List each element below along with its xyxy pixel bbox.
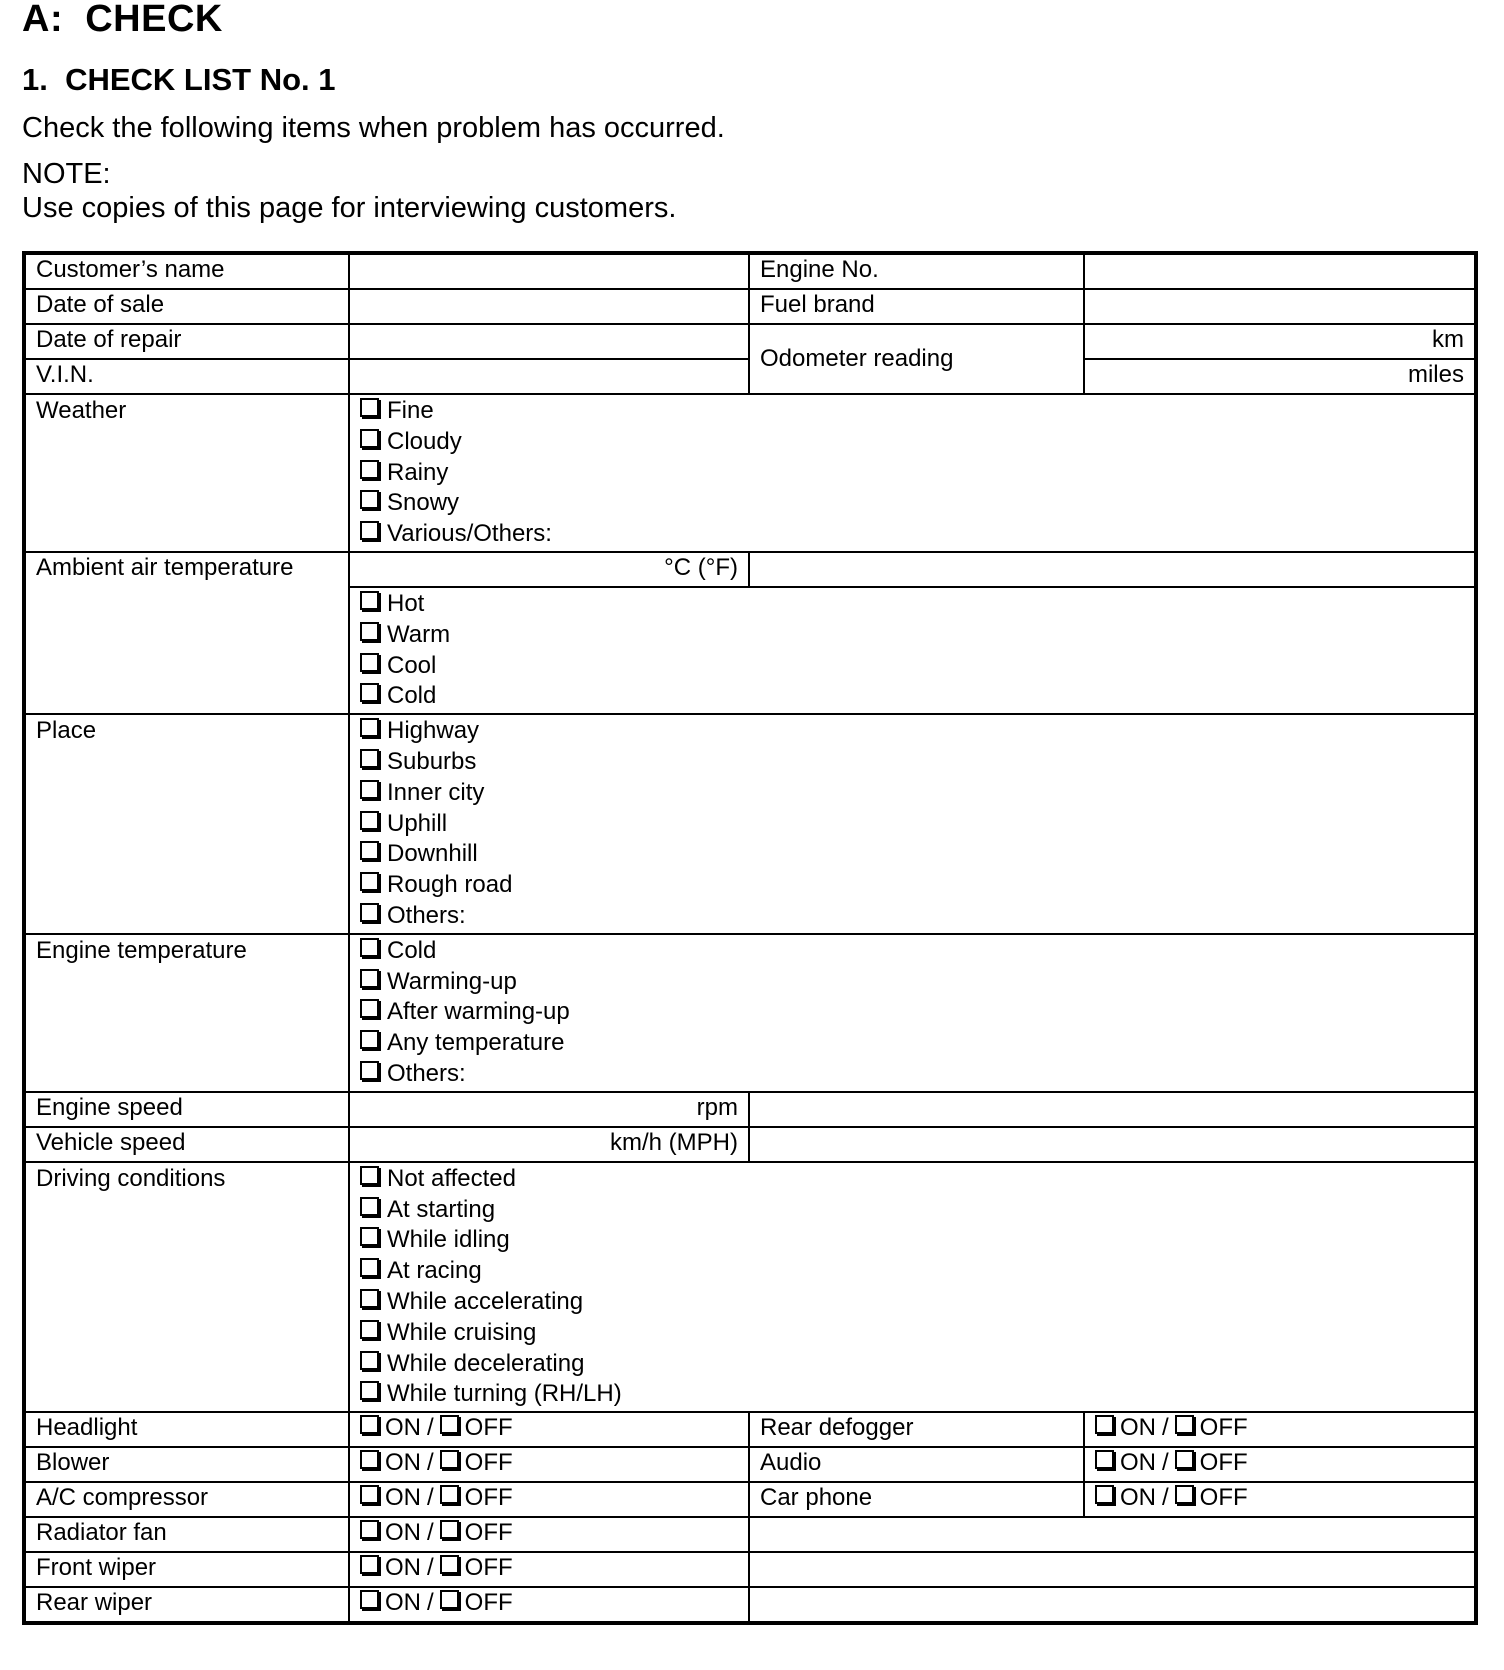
checkbox-option [360, 747, 1464, 778]
checkbox-option [360, 1318, 1464, 1349]
note-label: NOTE: [22, 158, 111, 190]
checkbox-icon[interactable] [360, 521, 379, 540]
checkbox-option [360, 1349, 1464, 1380]
table-row [24, 1517, 1476, 1552]
on-checkbox-icon[interactable] [360, 1520, 379, 1539]
weather-label: Weather [24, 394, 349, 552]
engine-speed-label: Engine speed [24, 1092, 349, 1127]
fuel-brand-label: Fuel brand [749, 289, 1084, 324]
miles-unit: miles [1407, 361, 1464, 388]
celsius-unit: °C (°F) [664, 553, 738, 581]
checkbox-label: Rainy [387, 458, 449, 486]
rear-defogger-label: Rear defogger [749, 1412, 1084, 1447]
table-row [24, 1412, 1476, 1447]
on-checkbox-icon[interactable] [360, 1450, 379, 1469]
checkbox-label: Cool [387, 651, 437, 679]
checkbox-option [360, 681, 1464, 712]
blank-cell [749, 1517, 1476, 1552]
checkbox-label: While decelerating [387, 1349, 585, 1377]
checkbox-option [360, 1195, 1464, 1226]
checkbox-option [360, 458, 1464, 489]
checkbox-label: Cloudy [387, 427, 462, 455]
on-label: ON [385, 1519, 421, 1547]
checkbox-label: Others: [387, 901, 466, 929]
off-checkbox-icon[interactable] [440, 1415, 459, 1434]
ambient-temp-blank [749, 552, 1476, 587]
checkbox-option [360, 839, 1464, 870]
checkbox-label: Highway [387, 717, 480, 745]
off-label: OFF [464, 1449, 513, 1477]
table-row [24, 1552, 1476, 1587]
off-checkbox-icon[interactable] [440, 1485, 459, 1504]
fuel-brand-field[interactable] [1084, 289, 1476, 324]
checkbox-label: Not affected [387, 1164, 516, 1192]
checkbox-label: Snowy [387, 489, 460, 517]
checkbox-icon[interactable] [360, 780, 379, 799]
note-text: Use copies of this page for interviewing customers. [22, 192, 677, 224]
table-row [24, 394, 1476, 552]
checkbox-label: Rough road [387, 871, 513, 899]
engine-speed-field[interactable] [349, 1092, 749, 1127]
checkbox-option [360, 967, 1464, 998]
checkbox-label: While accelerating [387, 1287, 584, 1315]
checkbox-icon[interactable] [360, 1166, 379, 1185]
checkbox-icon[interactable] [360, 1351, 379, 1370]
off-checkbox-icon[interactable] [440, 1520, 459, 1539]
checkbox-option [360, 936, 1464, 967]
date-of-repair-label: Date of repair [24, 324, 349, 359]
front-wiper-switch [349, 1552, 749, 1587]
on-label: ON [385, 1449, 421, 1477]
checkbox-option [360, 1225, 1464, 1256]
car-phone-switch [1084, 1482, 1476, 1517]
table-row [24, 714, 1476, 934]
checkbox-label: While idling [387, 1226, 510, 1254]
checkbox-option [360, 488, 1464, 519]
checkbox-option [360, 1028, 1464, 1059]
checkbox-option [360, 1256, 1464, 1287]
km-unit: km [1432, 326, 1464, 353]
off-checkbox-icon[interactable] [1175, 1415, 1194, 1434]
checkbox-label: While cruising [387, 1318, 537, 1346]
checkbox-option [360, 809, 1464, 840]
date-of-sale-field[interactable] [349, 289, 749, 324]
vin-field[interactable] [349, 359, 749, 394]
checkbox-icon[interactable] [360, 903, 379, 922]
engine-temp-label: Engine temperature [24, 934, 349, 1092]
checkbox-label: Hot [387, 589, 425, 617]
check-list-table [22, 251, 1478, 1625]
ambient-temp-label: Ambient air temperature [24, 552, 349, 714]
rear-wiper-switch [349, 1587, 749, 1623]
table-row [24, 1162, 1476, 1412]
checkbox-icon[interactable] [360, 683, 379, 702]
checkbox-option [360, 716, 1464, 747]
table-row [24, 1482, 1476, 1517]
on-label: ON [385, 1414, 421, 1442]
checkbox-label: After warming-up [387, 998, 570, 1026]
table-row [24, 1447, 1476, 1482]
checkbox-icon[interactable] [360, 1061, 379, 1080]
engine-speed-blank [749, 1092, 1476, 1127]
checkbox-icon[interactable] [360, 1381, 379, 1400]
checkbox-label: Uphill [387, 809, 448, 837]
engine-no-field[interactable] [1084, 253, 1476, 289]
checkbox-icon[interactable] [360, 969, 379, 988]
date-of-sale-label: Date of sale [24, 289, 349, 324]
rear-defogger-switch [1084, 1412, 1476, 1447]
checkbox-icon[interactable] [360, 1289, 379, 1308]
checkbox-icon[interactable] [360, 398, 379, 417]
checkbox-icon[interactable] [360, 1197, 379, 1216]
off-label: OFF [1199, 1414, 1248, 1442]
radiator-fan-label: Radiator fan [24, 1517, 349, 1552]
checkbox-option [360, 651, 1464, 682]
checkbox-label: At racing [387, 1257, 482, 1285]
checkbox-label: Various/Others: [387, 520, 552, 548]
checkbox-label: Any temperature [387, 1029, 565, 1057]
checkbox-option [360, 1164, 1464, 1195]
audio-label: Audio [749, 1447, 1084, 1482]
checkbox-option [360, 901, 1464, 932]
checkbox-icon[interactable] [360, 811, 379, 830]
on-label: ON [385, 1554, 421, 1582]
table-row [24, 552, 1476, 587]
on-checkbox-icon[interactable] [1095, 1485, 1114, 1504]
off-label: OFF [464, 1554, 513, 1582]
customer-name-label: Customer’s name [24, 253, 349, 289]
off-checkbox-icon[interactable] [1175, 1450, 1194, 1469]
checkbox-option [360, 1379, 1464, 1410]
separator: / [427, 1554, 434, 1582]
blank-cell [749, 1552, 1476, 1587]
vehicle-speed-label: Vehicle speed [24, 1127, 349, 1162]
table-row [24, 289, 1476, 324]
checkbox-option [360, 519, 1464, 550]
engine-temp-options [349, 934, 1476, 1092]
subsection-title: 1. CHECK LIST No. 1 [22, 62, 336, 97]
on-checkbox-icon[interactable] [360, 1415, 379, 1434]
checkbox-option [360, 870, 1464, 901]
on-checkbox-icon[interactable] [360, 1555, 379, 1574]
checkbox-option [360, 778, 1464, 809]
checkbox-option [360, 1059, 1464, 1090]
checkbox-option [360, 997, 1464, 1028]
place-label: Place [24, 714, 349, 934]
ac-compressor-label: A/C compressor [24, 1482, 349, 1517]
checkbox-option [360, 589, 1464, 620]
checkbox-label: Fine [387, 397, 434, 424]
checkbox-icon[interactable] [360, 749, 379, 768]
radiator-fan-switch [349, 1517, 749, 1552]
ac-compressor-switch [349, 1482, 749, 1517]
headlight-label: Headlight [24, 1412, 349, 1447]
checkbox-label: Others: [387, 1059, 466, 1087]
off-label: OFF [464, 1519, 513, 1547]
separator: / [427, 1414, 434, 1442]
checkbox-option [360, 396, 1464, 427]
off-checkbox-icon[interactable] [1175, 1485, 1194, 1504]
checkbox-option [360, 620, 1464, 651]
on-label: ON [1120, 1449, 1156, 1477]
checkbox-option [360, 427, 1464, 458]
checkbox-icon[interactable] [360, 460, 379, 479]
vin-label: V.I.N. [24, 359, 349, 394]
date-of-repair-field[interactable] [349, 324, 749, 359]
off-label: OFF [464, 1589, 513, 1617]
blank-cell [749, 1587, 1476, 1623]
separator: / [427, 1484, 434, 1512]
vehicle-speed-blank [749, 1127, 1476, 1162]
driving-conditions-label: Driving conditions [24, 1162, 349, 1412]
checkbox-icon[interactable] [360, 718, 379, 737]
intro-text: Check the following items when problem has occurred. [22, 112, 725, 144]
off-label: OFF [464, 1484, 513, 1512]
checkbox-label: While turning (RH/LH) [387, 1380, 622, 1408]
table-row [24, 253, 1476, 289]
checkbox-option [360, 1287, 1464, 1318]
on-checkbox-icon[interactable] [1095, 1415, 1114, 1434]
rear-wiper-label: Rear wiper [24, 1587, 349, 1623]
engine-no-label: Engine No. [749, 253, 1084, 289]
checkbox-label: Suburbs [387, 747, 477, 775]
off-label: OFF [464, 1414, 513, 1442]
separator: / [427, 1449, 434, 1477]
checkbox-icon[interactable] [360, 1258, 379, 1277]
blower-switch [349, 1447, 749, 1482]
checkbox-icon[interactable] [360, 1320, 379, 1339]
customer-name-field[interactable] [349, 253, 749, 289]
separator: / [1162, 1414, 1169, 1442]
checkbox-label: Downhill [387, 840, 478, 868]
checkbox-icon[interactable] [360, 622, 379, 641]
checkbox-icon[interactable] [360, 591, 379, 610]
table-row [24, 324, 1476, 359]
separator: / [427, 1589, 434, 1617]
checkbox-icon[interactable] [360, 1227, 379, 1246]
ambient-temp-options [349, 587, 1476, 714]
vehicle-speed-field[interactable] [349, 1127, 749, 1162]
weather-options [349, 394, 1476, 552]
headlight-switch [349, 1412, 749, 1447]
odometer-reading-label: Odometer reading [749, 324, 1084, 394]
checkbox-icon[interactable] [360, 999, 379, 1018]
kmh-unit: km/h (MPH) [610, 1128, 738, 1156]
checkbox-icon[interactable] [360, 429, 379, 448]
checkbox-icon[interactable] [360, 1030, 379, 1049]
on-label: ON [385, 1484, 421, 1512]
front-wiper-label: Front wiper [24, 1552, 349, 1587]
rpm-unit: rpm [696, 1093, 738, 1121]
blower-label: Blower [24, 1447, 349, 1482]
on-checkbox-icon[interactable] [1095, 1450, 1114, 1469]
table-row [24, 1587, 1476, 1623]
checkbox-icon[interactable] [360, 490, 379, 509]
off-checkbox-icon[interactable] [440, 1555, 459, 1574]
separator: / [1162, 1484, 1169, 1512]
table-row [24, 1092, 1476, 1127]
checkbox-label: Cold [387, 936, 437, 964]
checkbox-label: Warming-up [387, 967, 517, 995]
odometer-km-field[interactable] [1084, 324, 1476, 359]
checkbox-icon[interactable] [360, 653, 379, 672]
checkbox-icon[interactable] [360, 938, 379, 957]
checkbox-label: Inner city [387, 778, 485, 806]
off-label: OFF [1199, 1484, 1248, 1512]
checkbox-label: Warm [387, 620, 451, 648]
separator: / [427, 1519, 434, 1547]
section-title: A: CHECK [22, 0, 223, 40]
checkbox-label: At starting [387, 1195, 496, 1223]
off-checkbox-icon[interactable] [440, 1450, 459, 1469]
on-checkbox-icon[interactable] [360, 1485, 379, 1504]
checkbox-icon[interactable] [360, 872, 379, 891]
place-options [349, 714, 1476, 934]
on-label: ON [385, 1589, 421, 1617]
on-label: ON [1120, 1414, 1156, 1442]
separator: / [1162, 1449, 1169, 1477]
table-row [24, 934, 1476, 1092]
off-checkbox-icon[interactable] [440, 1590, 459, 1609]
on-label: ON [1120, 1484, 1156, 1512]
odometer-miles-field[interactable] [1084, 359, 1476, 394]
driving-conditions-options [349, 1162, 1476, 1412]
table-row [24, 1127, 1476, 1162]
audio-switch [1084, 1447, 1476, 1482]
checkbox-label: Cold [387, 682, 437, 710]
on-checkbox-icon[interactable] [360, 1590, 379, 1609]
ambient-temp-field[interactable] [349, 552, 749, 587]
checkbox-icon[interactable] [360, 841, 379, 860]
off-label: OFF [1199, 1449, 1248, 1477]
car-phone-label: Car phone [749, 1482, 1084, 1517]
